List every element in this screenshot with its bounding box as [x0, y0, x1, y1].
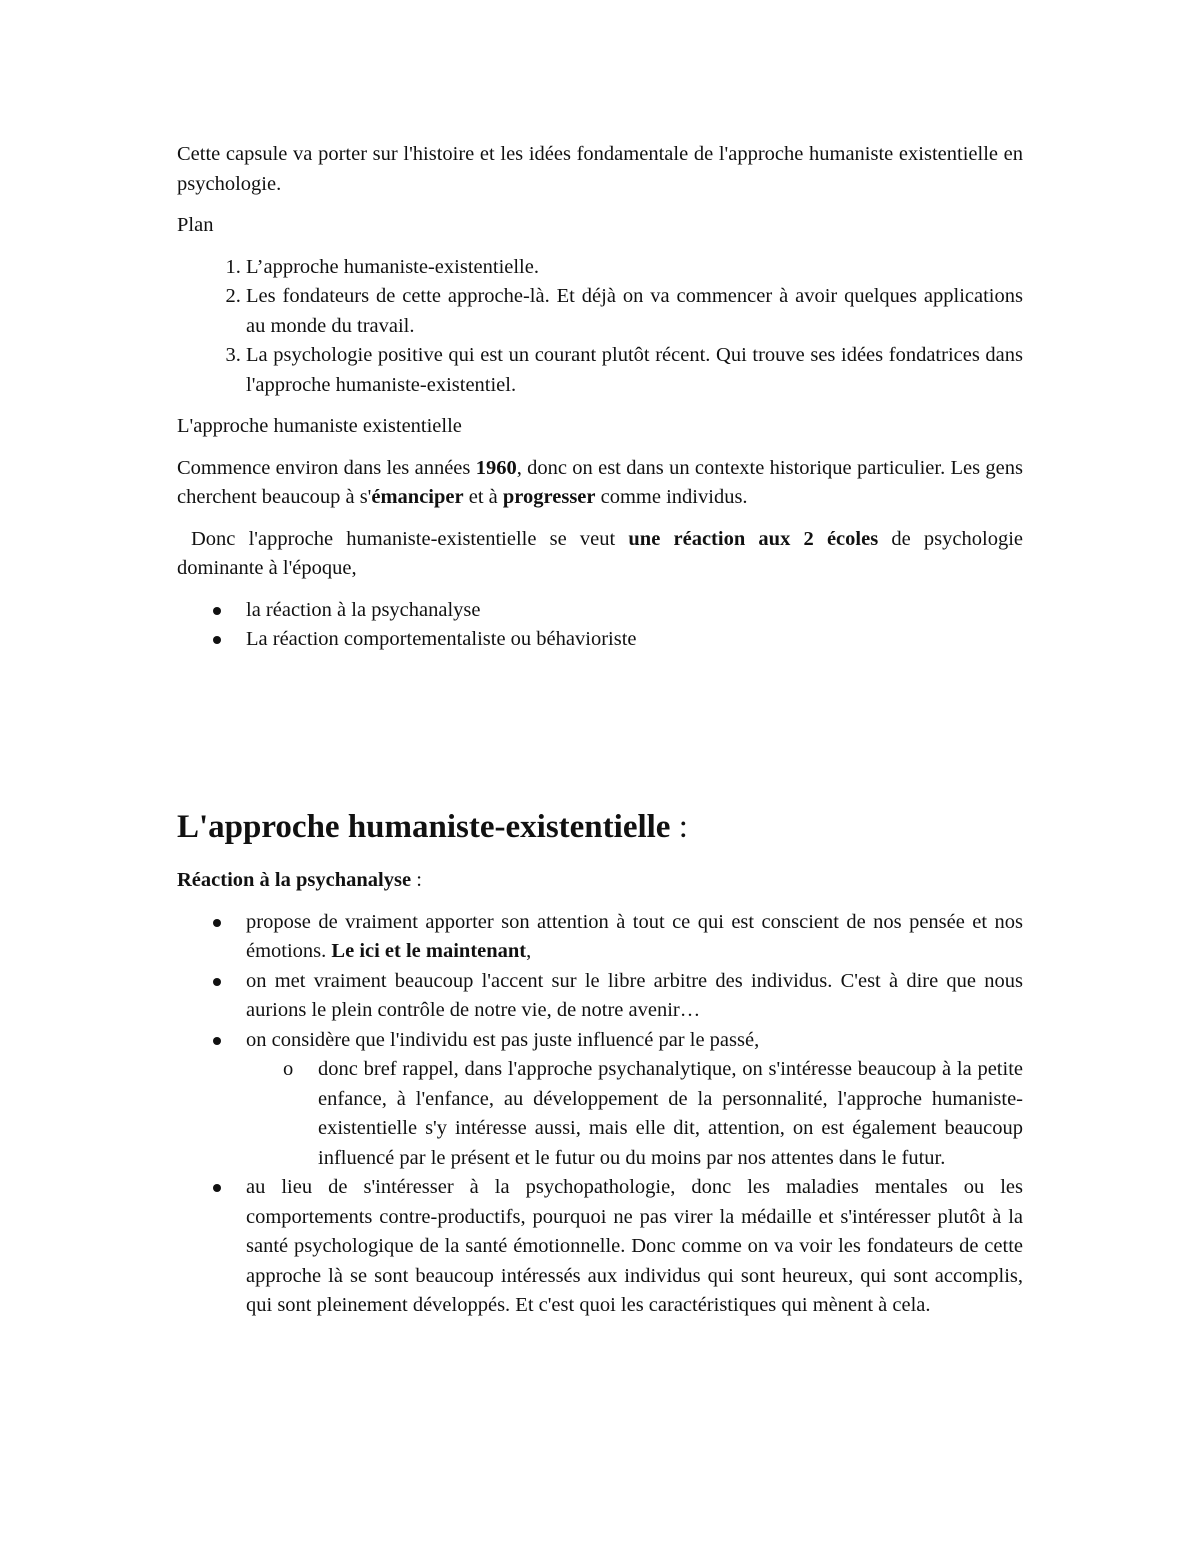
list-item — [177, 1055, 1023, 1173]
plan-item-3: 3. La psychologie positive qui est un courant plutôt récent. Qui trouve ses idées fondatrices dans l'approche humaniste-existentiel. — [246, 341, 1023, 400]
psychanalyse-list — [177, 908, 1023, 1056]
bullet-1-tail: , — [526, 940, 532, 962]
subheading-colon: : — [411, 869, 422, 891]
reaction-item-2: La réaction comportementaliste ou béhavioriste — [246, 628, 637, 650]
context-text-1: Commence environ dans les années — [177, 456, 476, 479]
context-text-3: et à — [463, 486, 503, 508]
section-heading — [177, 805, 688, 849]
bullet-2-text: on met vraiment beaucoup l'accent sur le libre arbitre des individus. C'est à dire que nous aurions le plein contrôle de notre vie, de notre avenir… — [246, 969, 1023, 1021]
list-item — [177, 1026, 1023, 1056]
plan-item-2: 2. Les fondateurs de cette approche-là. Et déjà on va commencer à avoir quelques applications au monde du travail. — [246, 282, 1023, 341]
sub-bullet-marker: o — [283, 1058, 294, 1080]
list-item — [177, 908, 1023, 967]
plan-label: Plan — [177, 214, 214, 236]
subheading-text: Réaction à la psychanalyse — [177, 869, 412, 891]
section-heading-colon: : — [670, 809, 688, 845]
bullet-dot — [213, 978, 221, 986]
list-item — [177, 625, 1023, 655]
bullet-dot — [213, 919, 221, 927]
reaction-section — [177, 866, 1023, 1321]
context-bold-year: 1960 — [475, 456, 517, 479]
donc-text-1: Donc l'approche humaniste-existentielle se veut — [191, 527, 629, 550]
sub-bullet-text: donc bref rappel, dans l'approche psychanalytique, on s'intéresse beaucoup à la petite enfance, à l'enfance, au développement de la personnalité, l'approche humaniste-existentielle s'y intéresse aussi, mais elle dit, attention, on est également beaucoup influencé par le présent et le futur ou du moins par nos attentes dans le futur. — [318, 1058, 1023, 1169]
subheading — [177, 866, 1023, 896]
section-heading-text: L'approche humaniste-existentielle — [177, 809, 671, 845]
psychanalyse-list-cont — [177, 1173, 1023, 1321]
list-item — [177, 967, 1023, 1026]
donc-bold: une réaction aux 2 écoles — [628, 527, 879, 550]
context-text-4: comme individus. — [595, 486, 748, 508]
reaction-list — [177, 596, 1023, 655]
bullet-dot — [213, 607, 221, 615]
donc-text-2: de psychologie dominante à l'époque, — [177, 527, 1023, 579]
bullet-dot — [213, 636, 221, 644]
bullet-dot — [213, 1184, 221, 1192]
list-item — [177, 1173, 1023, 1321]
bullet-dot — [213, 1037, 221, 1045]
context-paragraph — [177, 454, 1023, 513]
bullet-4-text: au lieu de s'intéresser à la psychopathologie, donc les maladies mentales ou les comportements contre-productifs, pourquoi ne pas virer la médaille et s'intéresser plutôt à la santé psychologique de la santé émotionnelle. Donc comme on va voir les fondateurs de cette approche là se sont beaucoup intéressés aux individus qui sont heureux, qui sont accomplis, qui sont pleinement développés. Et c'est quoi les caractéristiques qui mènent à cela. — [246, 1176, 1023, 1316]
reaction-item-1: la réaction à la psychanalyse — [246, 598, 481, 621]
plan-list — [177, 253, 1023, 401]
bullet-1-text: propose de vraiment apporter son attention à tout ce qui est conscient de nos pensée et nos émotions. — [246, 910, 1023, 962]
sub-list — [177, 1055, 1023, 1173]
plan-item-1: 1. L’approche humaniste-existentielle. — [246, 253, 1023, 283]
context-text-2: , donc on est dans un contexte historique particulier. Les gens cherchent beaucoup à s' — [177, 456, 1023, 508]
context-bold-emanciper: émanciper — [371, 486, 464, 508]
intro-paragraph: Cette capsule va porter sur l'histoire et les idées fondamentale de l'approche humaniste existentielle en psychologie. — [177, 143, 1023, 195]
section-title: L'approche humaniste existentielle — [177, 415, 462, 437]
context-bold-progresser: progresser — [502, 486, 596, 508]
bullet-1-bold: Le ici et le maintenant — [331, 940, 527, 962]
list-item — [177, 596, 1023, 626]
bullet-3-text: on considère que l'individu est pas juste influencé par le passé, — [246, 1028, 760, 1051]
donc-paragraph — [177, 525, 1023, 584]
